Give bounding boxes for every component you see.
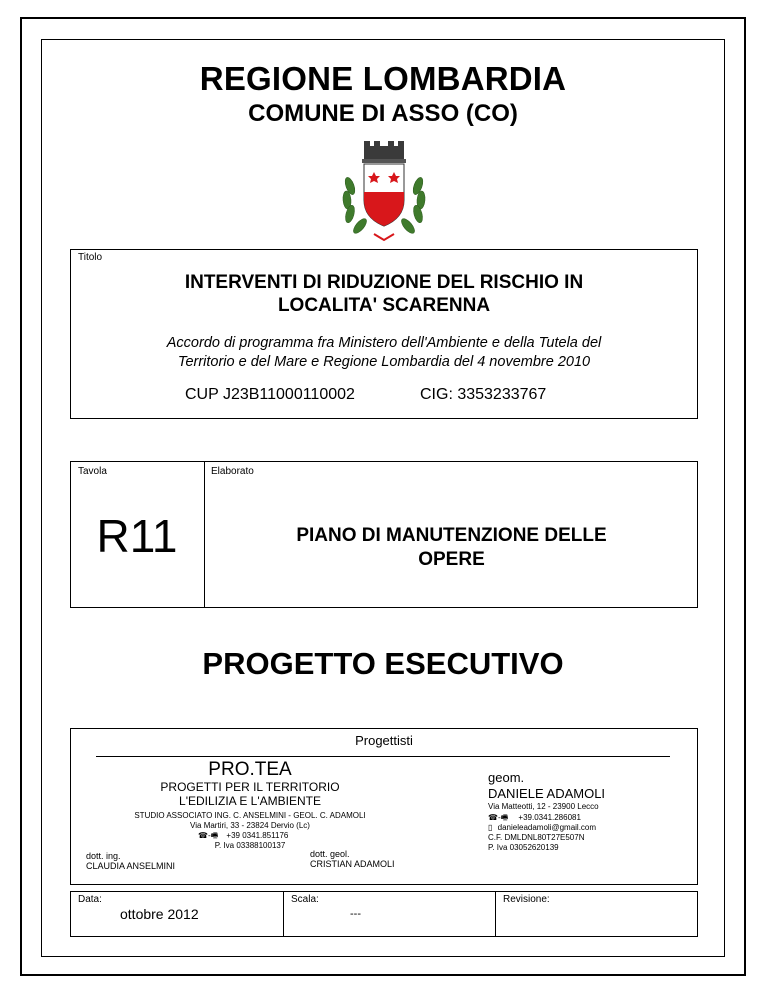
protea-phone: +39 0341.851176 bbox=[226, 831, 289, 840]
comune-heading: COMUNE DI ASSO (CO) bbox=[248, 100, 518, 127]
geol-title: dott. geol. bbox=[310, 849, 350, 859]
ing-title: dott. ing. bbox=[86, 851, 121, 861]
tavola-code: R11 bbox=[96, 510, 178, 562]
tavola-label: Tavola bbox=[78, 466, 107, 477]
geom-title: geom. bbox=[488, 770, 525, 785]
footer-divider-1 bbox=[283, 891, 284, 937]
geom-email: danieleadamoli@gmail.com bbox=[497, 823, 597, 832]
geom-name: DANIELE ADAMOLI bbox=[488, 786, 606, 801]
accordo-line2: Territorio e del Mare e Regione Lombardia del 4 novembre 2010 bbox=[177, 354, 591, 370]
protea-tagline1: PROGETTI PER IL TERRITORIO bbox=[160, 780, 340, 794]
geom-address: Via Matteotti, 12 - 23900 Lecco bbox=[488, 802, 599, 811]
protea-studio: STUDIO ASSOCIATO ING. C. ANSELMINI - GEOL. C. ADAMOLI bbox=[134, 811, 366, 820]
data-label: Data: bbox=[78, 894, 102, 905]
scala-value: --- bbox=[350, 908, 361, 920]
progetto-heading: PROGETTO ESECUTIVO bbox=[202, 646, 564, 681]
mobile-icon: ▯ bbox=[488, 823, 493, 832]
titolo-label: Titolo bbox=[78, 252, 103, 263]
progettisti-divider bbox=[96, 756, 670, 757]
region-heading: REGIONE LOMBARDIA bbox=[199, 60, 567, 97]
ing-name: CLAUDIA ANSELMINI bbox=[86, 861, 176, 871]
coat-of-arms-emblem bbox=[336, 138, 432, 244]
geom-cf: C.F. DMLDNL80T27E507N bbox=[488, 833, 585, 842]
revisione-label: Revisione: bbox=[503, 894, 550, 905]
scala-label: Scala: bbox=[291, 894, 319, 905]
phone-fax-icon: ☎-🖷 bbox=[488, 813, 509, 822]
elaborato-label: Elaborato bbox=[211, 466, 254, 477]
protea-name: PRO.TEA bbox=[208, 759, 292, 780]
elaborato-line2: OPERE bbox=[418, 549, 485, 570]
cup-code: CUP J23B11000110002 bbox=[185, 386, 355, 403]
geol-name: CRISTIAN ADAMOLI bbox=[310, 859, 395, 869]
accordo-line1: Accordo di programma fra Ministero dell'Ambiente e della Tutela del bbox=[166, 335, 602, 351]
footer-divider-2 bbox=[495, 891, 496, 937]
geom-piva: P. Iva 03052620139 bbox=[488, 843, 559, 852]
protea-piva: P. Iva 03388100137 bbox=[214, 841, 286, 850]
phone-fax-icon: ☎-🖷 bbox=[198, 831, 219, 840]
titolo-main-line1: INTERVENTI DI RIDUZIONE DEL RISCHIO IN bbox=[184, 272, 584, 293]
protea-address: Via Martiri, 33 - 23824 Dervio (Lc) bbox=[190, 821, 310, 830]
progettisti-label: Progettisti bbox=[355, 733, 413, 748]
elaborato-line1: PIANO DI MANUTENZIONE DELLE bbox=[296, 525, 607, 546]
protea-tagline2: L'EDILIZIA E L'AMBIENTE bbox=[179, 794, 321, 808]
titolo-main-line2: LOCALITA' SCARENNA bbox=[277, 295, 491, 316]
geom-phone: +39.0341.286081 bbox=[518, 813, 581, 822]
data-value: ottobre 2012 bbox=[120, 906, 199, 922]
cig-code: CIG: 3353233767 bbox=[420, 386, 547, 403]
